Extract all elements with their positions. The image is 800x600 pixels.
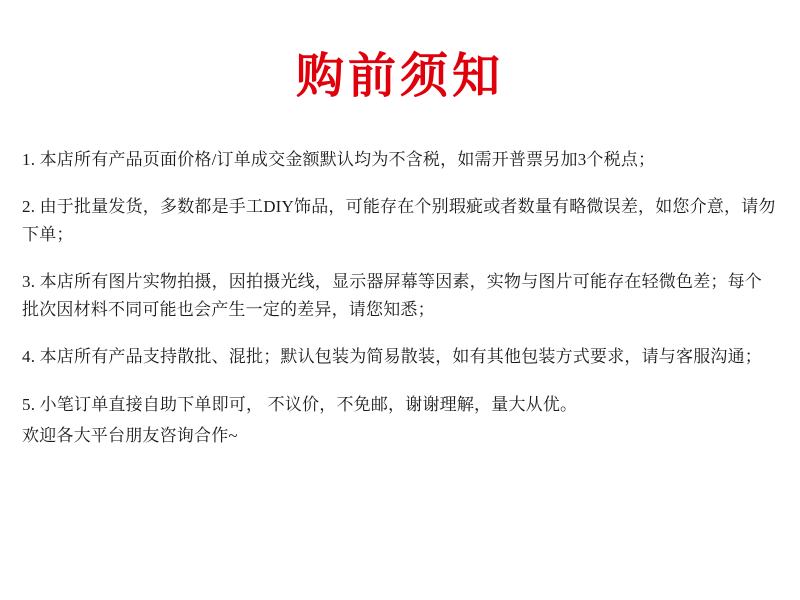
notice-item: 3. 本店所有图片实物拍摄，因拍摄光线，显示器屏幕等因素，实物与图片可能存在轻微色差；每个批次因材料不同可能也会产生一定的差异，请您知悉；	[22, 272, 762, 319]
notice-item: 2. 由于批量发货，多数都是手工DIY饰品，可能存在个别瑕疵或者数量有略微误差，如您介意，请勿下单；	[22, 197, 776, 244]
notice-item: 1. 本店所有产品页面价格/订单成交金额默认均为不含税，如需开普票另加3个税点；	[22, 149, 656, 169]
notice-item: 5. 小笔订单直接自助下单即可， 不议价，不免邮，谢谢理解，量大从优。	[22, 394, 578, 414]
page-title: 购前须知	[295, 50, 504, 103]
notice-footer: 欢迎各大平台朋友咨询合作~	[22, 426, 238, 446]
notice-list	[22, 146, 778, 419]
notice-item: 4. 本店所有产品支持散批、混批；默认包装为简易散装，如有其他包装方式要求，请与客服沟通；	[22, 347, 762, 367]
